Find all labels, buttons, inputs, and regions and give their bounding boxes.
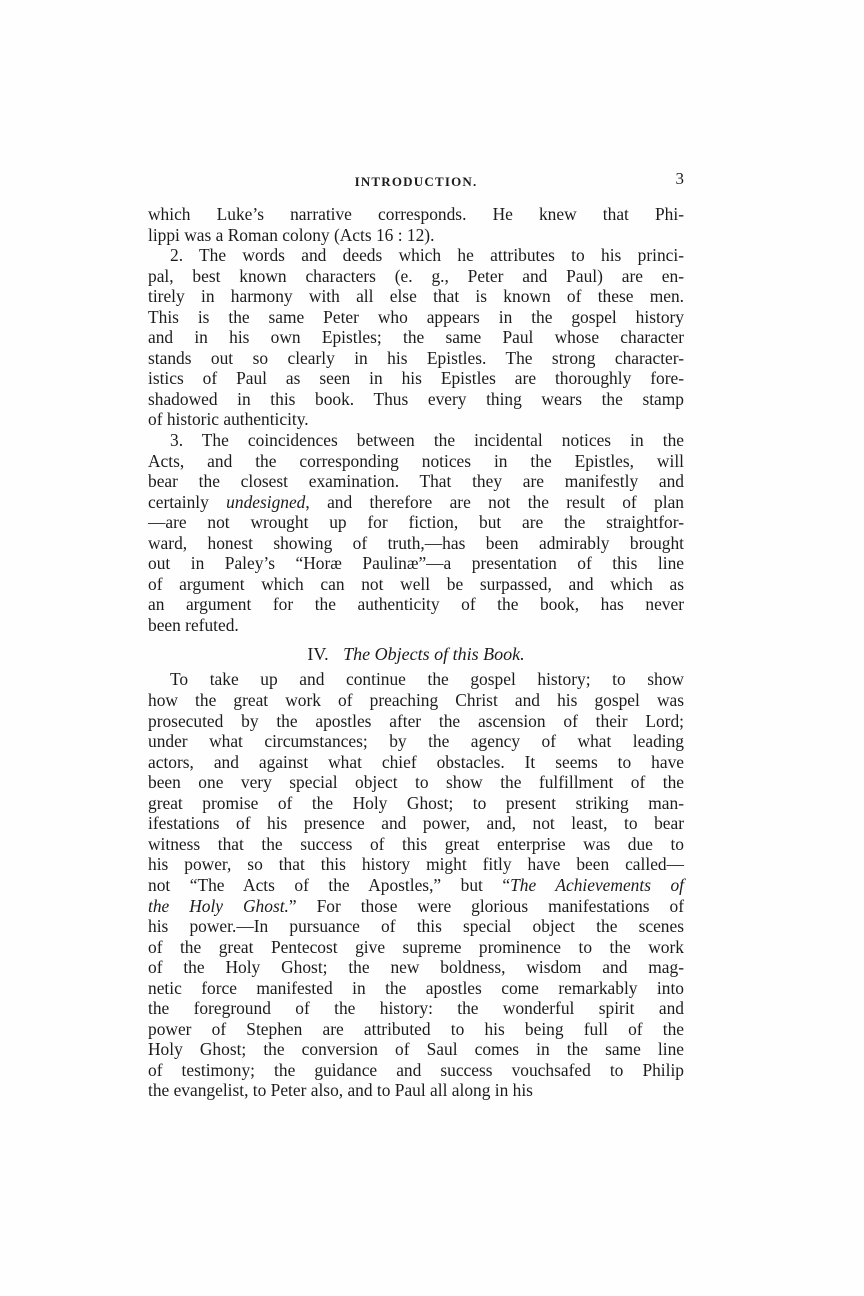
text-line: out in Paley’s “Horæ Paulinæ”—a presentation of this line bbox=[148, 553, 684, 574]
running-title: INTRODUCTION. bbox=[354, 174, 478, 189]
text-line: ward, honest showing of truth,—has been admirably brought bbox=[148, 532, 684, 553]
text-line: istics of Paul as seen in his Epistles are thoroughly fore- bbox=[148, 368, 684, 389]
text-line: This is the same Peter who appears in the gospel history bbox=[148, 306, 684, 327]
text-line: the Holy Ghost.” For those were glorious manifestations of bbox=[148, 895, 684, 916]
text-line: netic force manifested in the apostles come remarkably into bbox=[148, 977, 684, 998]
text-line: been one very special object to show the fulfillment of the bbox=[148, 772, 684, 793]
body-text-before-heading bbox=[148, 204, 684, 635]
text-line: stands out so clearly in his Epistles. The strong character- bbox=[148, 347, 684, 368]
text-line: of argument which can not well be surpassed, and which as bbox=[148, 573, 684, 594]
text-line: power of Stephen are attributed to his being full of the bbox=[148, 1018, 684, 1039]
body-text-after-heading bbox=[148, 669, 684, 1100]
text-line: the foreground of the history: the wonderful spirit and bbox=[148, 998, 684, 1019]
text-line: of historic authenticity. bbox=[148, 409, 309, 430]
running-head bbox=[148, 168, 684, 196]
text-line: his power, so that this history might fitly have been called— bbox=[148, 854, 684, 875]
text-line: —are not wrought up for fiction, but are the straightfor- bbox=[148, 512, 684, 533]
text-line: his power.—In pursuance of this special object the scenes bbox=[148, 916, 684, 937]
text-line: witness that the success of this great enterprise was due to bbox=[148, 833, 684, 854]
page-number: 3 bbox=[675, 169, 684, 188]
text-line: To take up and continue the gospel history; to show bbox=[170, 669, 684, 690]
text-line: ifestations of his presence and power, and, not least, to bear bbox=[148, 813, 684, 834]
text-line: bear the closest examination. That they are manifestly and bbox=[148, 471, 684, 492]
text-line: lippi was a Roman colony (Acts 16 : 12). bbox=[148, 224, 435, 245]
text-line: Holy Ghost; the conversion of Saul comes in the same line bbox=[148, 1039, 684, 1060]
section-numeral: IV. bbox=[307, 644, 329, 665]
text-line: under what circumstances; by the agency of what leading bbox=[148, 731, 684, 752]
text-line: an argument for the authenticity of the book, has never bbox=[148, 594, 684, 615]
text-line: 3. The coincidences between the incidental notices in the bbox=[170, 430, 684, 451]
italic-text: undesigned bbox=[226, 491, 306, 512]
text-line: been refuted. bbox=[148, 614, 239, 635]
text-line: of the Holy Ghost; the new boldness, wisdom and mag- bbox=[148, 957, 684, 978]
text-line: of the great Pentecost give supreme prominence to the work bbox=[148, 936, 684, 957]
text-line: of testimony; the guidance and success vouchsafed to Philip bbox=[148, 1059, 684, 1080]
italic-text: the Holy Ghost. bbox=[148, 895, 289, 916]
text-line: the evangelist, to Peter also, and to Paul all along in his bbox=[148, 1080, 533, 1101]
italic-text: The Achievements of bbox=[510, 874, 685, 895]
text-line: shadowed in this book. Thus every thing wears the stamp bbox=[148, 388, 684, 409]
text-column bbox=[148, 168, 684, 1101]
text-line: and in his own Epistles; the same Paul whose character bbox=[148, 327, 684, 348]
text-line: tirely in harmony with all else that is known of these men. bbox=[148, 286, 684, 307]
text-line: how the great work of preaching Christ and his gospel was bbox=[148, 690, 684, 711]
text-line: pal, best known characters (e. g., Peter and Paul) are en- bbox=[148, 265, 684, 286]
section-heading bbox=[148, 636, 684, 672]
text-line: Acts, and the corresponding notices in the Epistles, will bbox=[148, 450, 684, 471]
text-line: not “The Acts of the Apostles,” but “The Achievements of bbox=[148, 874, 685, 895]
text-line: great promise of the Holy Ghost; to present striking man- bbox=[148, 792, 684, 813]
section-title: The Objects of this Book. bbox=[343, 644, 525, 665]
text-line: actors, and against what chief obstacles. It seems to have bbox=[148, 751, 684, 772]
text-line: 2. The words and deeds which he attributes to his princi- bbox=[170, 245, 684, 266]
text-line: prosecuted by the apostles after the ascension of their Lord; bbox=[148, 710, 684, 731]
text-line: which Luke’s narrative corresponds. He knew that Phi- bbox=[148, 204, 684, 224]
text-line: certainly undesigned, and therefore are not the result of plan bbox=[148, 491, 684, 512]
